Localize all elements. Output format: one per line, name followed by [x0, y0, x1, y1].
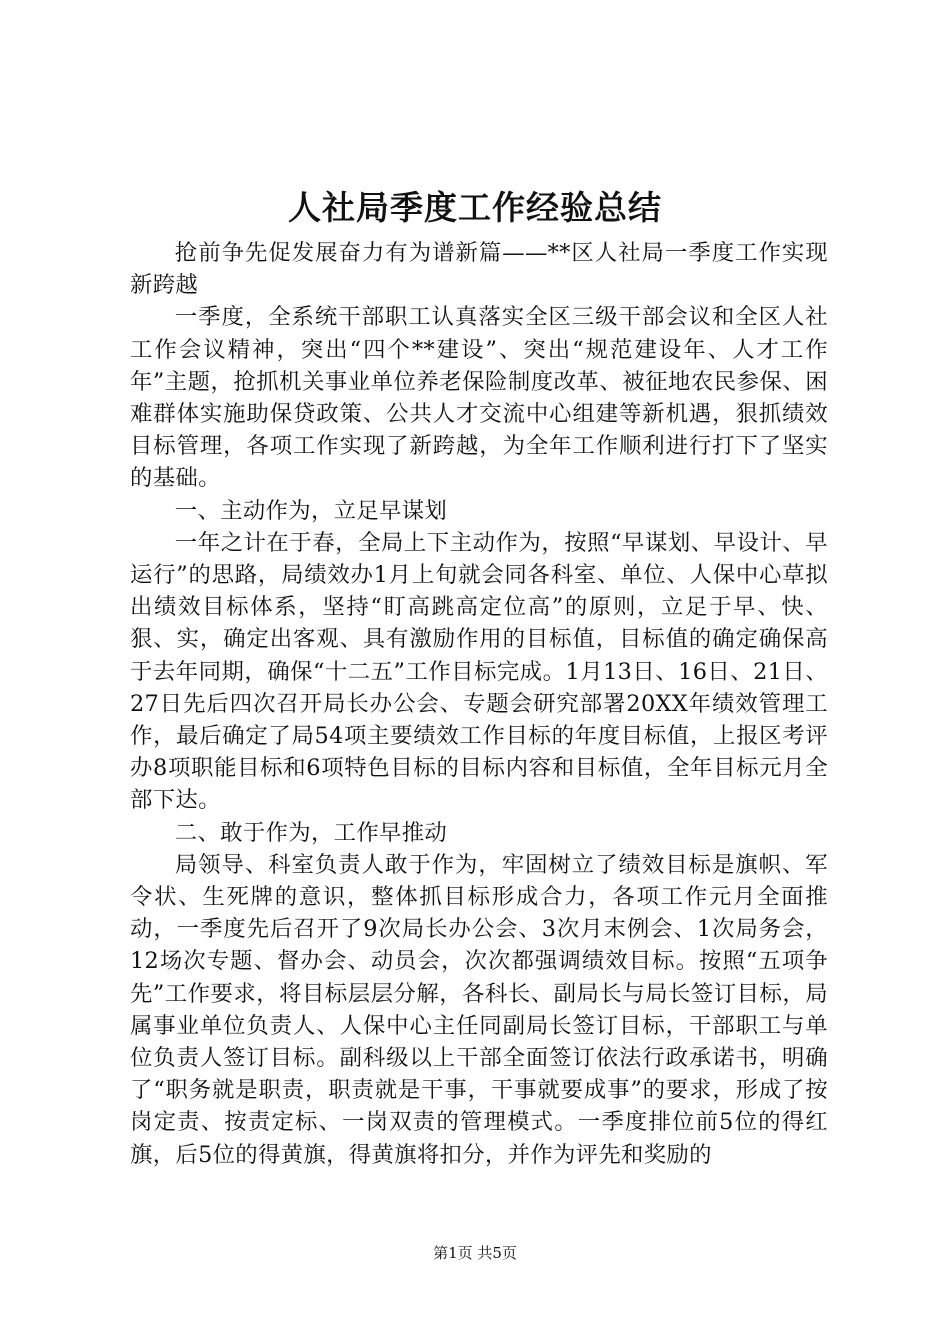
document-title: 人社局季度工作经验总结	[288, 188, 662, 227]
section-heading-1: 一、主动作为，立足早谋划	[174, 497, 448, 524]
page-footer: 第1页 共5页	[433, 1244, 517, 1262]
document-body	[130, 237, 828, 1171]
intro-paragraph: 一季度，全系统干部职工认真落实全区三级干部会议和全区人社工作会议精神，突出“四个**建设”、突出“规范建设年、人才工作年”主题，抢抓机关事业单位养老保险制度改革、被征地农民参保、困难群体实施助保贷政策、公共人才交流中心组建等新机遇，狠抓绩效目标管理，各项工作实现了新跨越，为全年工作顺利进行打下了坚实的基础。	[130, 304, 828, 492]
subtitle-paragraph: 抢前争先促发展奋力有为谱新篇——**区人社局一季度工作实现新跨越	[130, 240, 828, 299]
section-1-paragraph: 一年之计在于春，全局上下主动作为，按照“早谋划、早设计、早运行”的思路，局绩效办1月上旬就会同各科室、单位、人保中心草拟出绩效目标体系，坚持“盯高跳高定位高”的原则，立足于早、快、狠、实，确定出客观、具有激励作用的目标值，目标值的确定确保高于去年同期，确保“十二五”工作目标完成。1月13日、16日、21日、27日先后四次召开局长办公会、专题会研究部署20XX年绩效管理工作，最后确定了局54项主要绩效工作目标的年度目标值，上报区考评办8项职能目标和6项特色目标的目标内容和目标值，全年目标元月全部下达。	[130, 529, 828, 814]
section-2-paragraph: 局领导、科室负责人敢于作为，牢固树立了绩效目标是旗帜、军令状、生死牌的意识，整体抓目标形成合力，各项工作元月全面推动，一季度先后召开了9次局长办公会、3次月末例会、1次局务会，12场次专题、督办会、动员会，次次都强调绩效目标。按照“五项争先”工作要求，将目标层层分解，各科长、副局长与局长签订目标，局属事业单位负责人、人保中心主任同副局长签订目标，干部职工与单位负责人签订目标。副科级以上干部全面签订依法行政承诺书，明确了“职务就是职责，职责就是干事，干事就要成事”的要求，形成了按岗定责、按责定标、一岗双责的管理模式。一季度排位前5位的得红旗，后5位的得黄旗，得黄旗将扣分，并作为评先和奖励的	[130, 851, 828, 1168]
section-heading-2: 二、敢于作为，工作早推动	[174, 819, 448, 846]
